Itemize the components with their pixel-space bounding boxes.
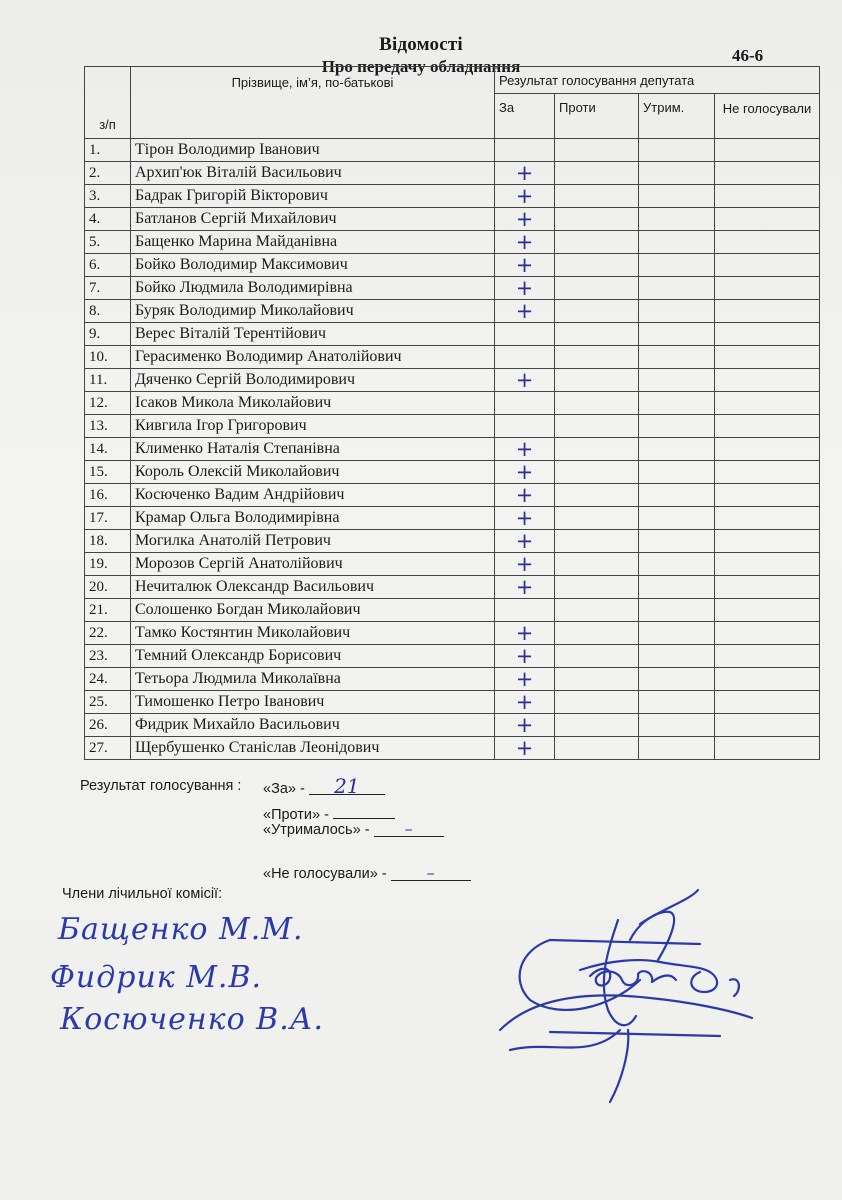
result-za-line xyxy=(263,774,385,798)
row-za-mark xyxy=(495,139,555,162)
table-row xyxy=(85,139,820,162)
row-za-mark: + xyxy=(495,507,555,530)
row-utrym-cell xyxy=(639,553,715,576)
result-ne-value: – xyxy=(391,866,471,881)
result-za-value: 21 xyxy=(309,778,385,795)
row-za-mark: + xyxy=(495,530,555,553)
row-num: 5. xyxy=(85,231,131,254)
row-ne-golosuvaly-cell xyxy=(715,208,820,231)
row-za-mark: + xyxy=(495,622,555,645)
row-ne-golosuvaly-cell xyxy=(715,415,820,438)
table-row xyxy=(85,622,820,645)
row-proty-cell xyxy=(555,369,639,392)
row-za-mark: + xyxy=(495,162,555,185)
row-num: 26. xyxy=(85,714,131,737)
result-utrym-label: «Утрималось» - xyxy=(263,822,370,838)
row-proty-cell xyxy=(555,553,639,576)
row-ne-golosuvaly-cell xyxy=(715,162,820,185)
results-label: Результат голосування : xyxy=(80,778,242,794)
signature-member-3: Косюченко В.А. xyxy=(60,1002,325,1037)
table-row xyxy=(85,208,820,231)
document-title: Відомості xyxy=(379,34,463,55)
row-za-mark: + xyxy=(495,277,555,300)
row-ne-golosuvaly-cell xyxy=(715,507,820,530)
row-num: 14. xyxy=(85,438,131,461)
row-name: Косюченко Вадим Андрійович xyxy=(131,484,495,507)
table-header-row xyxy=(85,67,820,94)
row-za-mark: + xyxy=(495,254,555,277)
row-za-mark: + xyxy=(495,208,555,231)
row-name: Бойко Людмила Володимирівна xyxy=(131,277,495,300)
row-utrym-cell xyxy=(639,461,715,484)
document-subtitle: Про передачу обладнання xyxy=(321,57,521,76)
commission-label: Члени лічильної комісії: xyxy=(62,886,223,902)
row-name: Дяченко Сергій Володимирович xyxy=(131,369,495,392)
header-proty: Проти xyxy=(555,94,639,139)
row-za-mark: + xyxy=(495,737,555,760)
signature-member-1: Бащенко М.М. xyxy=(58,912,304,947)
table-row xyxy=(85,530,820,553)
row-za-mark: + xyxy=(495,576,555,599)
row-name: Ісаков Микола Миколайович xyxy=(131,392,495,415)
row-proty-cell xyxy=(555,162,639,185)
row-num: 23. xyxy=(85,645,131,668)
row-proty-cell xyxy=(555,691,639,714)
row-utrym-cell xyxy=(639,622,715,645)
row-proty-cell xyxy=(555,185,639,208)
row-za-mark: + xyxy=(495,300,555,323)
row-ne-golosuvaly-cell xyxy=(715,369,820,392)
row-ne-golosuvaly-cell xyxy=(715,438,820,461)
row-name: Король Олексій Миколайович xyxy=(131,461,495,484)
row-num: 2. xyxy=(85,162,131,185)
row-num: 24. xyxy=(85,668,131,691)
row-utrym-cell xyxy=(639,415,715,438)
header-za: За xyxy=(495,94,555,139)
row-num: 12. xyxy=(85,392,131,415)
row-utrym-cell xyxy=(639,254,715,277)
row-utrym-cell xyxy=(639,438,715,461)
voting-table xyxy=(84,66,820,760)
row-za-mark: + xyxy=(495,484,555,507)
row-proty-cell xyxy=(555,576,639,599)
row-proty-cell xyxy=(555,737,639,760)
row-name: Тетьора Людмила Миколаївна xyxy=(131,668,495,691)
row-utrym-cell xyxy=(639,645,715,668)
row-num: 22. xyxy=(85,622,131,645)
table-row xyxy=(85,438,820,461)
row-proty-cell xyxy=(555,415,639,438)
signature-member-2: Фидрик М.В. xyxy=(50,960,263,995)
row-utrym-cell xyxy=(639,714,715,737)
row-utrym-cell xyxy=(639,507,715,530)
row-utrym-cell xyxy=(639,139,715,162)
row-za-mark: + xyxy=(495,553,555,576)
table-row xyxy=(85,369,820,392)
row-name: Тамко Костянтин Миколайович xyxy=(131,622,495,645)
row-utrym-cell xyxy=(639,185,715,208)
result-utrym-line xyxy=(263,819,444,838)
row-num: 25. xyxy=(85,691,131,714)
header-name: Прізвище, ім’я, по-батькові xyxy=(131,67,495,139)
header-result: Результат голосування депутата xyxy=(495,67,820,94)
row-name: Тимошенко Петро Іванович xyxy=(131,691,495,714)
row-num: 13. xyxy=(85,415,131,438)
row-utrym-cell xyxy=(639,300,715,323)
row-proty-cell xyxy=(555,323,639,346)
row-num: 3. xyxy=(85,185,131,208)
row-utrym-cell xyxy=(639,346,715,369)
row-num: 4. xyxy=(85,208,131,231)
row-num: 10. xyxy=(85,346,131,369)
row-ne-golosuvaly-cell xyxy=(715,691,820,714)
header-ne-golosuvaly: Не голосували xyxy=(715,94,820,139)
table-row xyxy=(85,231,820,254)
row-za-mark xyxy=(495,346,555,369)
row-proty-cell xyxy=(555,530,639,553)
row-ne-golosuvaly-cell xyxy=(715,576,820,599)
row-name: Фидрик Михайло Васильович xyxy=(131,714,495,737)
row-name: Темний Олександр Борисович xyxy=(131,645,495,668)
row-za-mark: + xyxy=(495,185,555,208)
row-num: 8. xyxy=(85,300,131,323)
row-za-mark: + xyxy=(495,231,555,254)
document-number: 46-6 xyxy=(732,46,764,65)
table-row xyxy=(85,185,820,208)
row-ne-golosuvaly-cell xyxy=(715,185,820,208)
row-name: Нечиталюк Олександр Васильович xyxy=(131,576,495,599)
row-name: Клименко Наталія Степанівна xyxy=(131,438,495,461)
row-utrym-cell xyxy=(639,392,715,415)
row-num: 16. xyxy=(85,484,131,507)
row-za-mark: + xyxy=(495,645,555,668)
header-utrym: Утрим. xyxy=(639,94,715,139)
result-proty-label: «Проти» - xyxy=(263,807,329,823)
row-num: 9. xyxy=(85,323,131,346)
row-utrym-cell xyxy=(639,231,715,254)
row-ne-golosuvaly-cell xyxy=(715,300,820,323)
table-row xyxy=(85,323,820,346)
row-ne-golosuvaly-cell xyxy=(715,645,820,668)
row-ne-golosuvaly-cell xyxy=(715,277,820,300)
row-name: Крамар Ольга Володимирівна xyxy=(131,507,495,530)
table-row xyxy=(85,668,820,691)
row-utrym-cell xyxy=(639,599,715,622)
row-proty-cell xyxy=(555,507,639,530)
table-row xyxy=(85,576,820,599)
row-za-mark: + xyxy=(495,668,555,691)
row-ne-golosuvaly-cell xyxy=(715,254,820,277)
row-proty-cell xyxy=(555,139,639,162)
row-proty-cell xyxy=(555,392,639,415)
row-num: 1. xyxy=(85,139,131,162)
row-utrym-cell xyxy=(639,576,715,599)
row-ne-golosuvaly-cell xyxy=(715,392,820,415)
table-row xyxy=(85,392,820,415)
row-utrym-cell xyxy=(639,323,715,346)
row-num: 11. xyxy=(85,369,131,392)
row-ne-golosuvaly-cell xyxy=(715,530,820,553)
row-proty-cell xyxy=(555,277,639,300)
row-name: Бадрак Григорій Вікторович xyxy=(131,185,495,208)
row-utrym-cell xyxy=(639,484,715,507)
header-num: з/п xyxy=(85,67,131,139)
table-row xyxy=(85,461,820,484)
row-name: Верес Віталій Терентійович xyxy=(131,323,495,346)
table-body xyxy=(85,139,820,760)
row-num: 20. xyxy=(85,576,131,599)
row-name: Солошенко Богдан Миколайович xyxy=(131,599,495,622)
row-name: Бойко Володимир Максимович xyxy=(131,254,495,277)
row-ne-golosuvaly-cell xyxy=(715,484,820,507)
row-za-mark: + xyxy=(495,438,555,461)
row-ne-golosuvaly-cell xyxy=(715,737,820,760)
row-ne-golosuvaly-cell xyxy=(715,553,820,576)
table-row xyxy=(85,254,820,277)
row-proty-cell xyxy=(555,622,639,645)
row-num: 6. xyxy=(85,254,131,277)
row-za-mark: + xyxy=(495,691,555,714)
row-za-mark: + xyxy=(495,369,555,392)
row-ne-golosuvaly-cell xyxy=(715,323,820,346)
row-za-mark: + xyxy=(495,461,555,484)
row-name: Архип'юк Віталій Васильович xyxy=(131,162,495,185)
row-proty-cell xyxy=(555,208,639,231)
row-za-mark: + xyxy=(495,714,555,737)
row-proty-cell xyxy=(555,599,639,622)
row-ne-golosuvaly-cell xyxy=(715,714,820,737)
row-proty-cell xyxy=(555,461,639,484)
row-ne-golosuvaly-cell xyxy=(715,231,820,254)
row-name: Бащенко Марина Майданівна xyxy=(131,231,495,254)
row-ne-golosuvaly-cell xyxy=(715,461,820,484)
row-utrym-cell xyxy=(639,530,715,553)
table-row xyxy=(85,300,820,323)
table-row xyxy=(85,346,820,369)
table-row xyxy=(85,645,820,668)
row-num: 27. xyxy=(85,737,131,760)
table-row xyxy=(85,599,820,622)
table-row xyxy=(85,415,820,438)
row-ne-golosuvaly-cell xyxy=(715,139,820,162)
table-row xyxy=(85,507,820,530)
row-utrym-cell xyxy=(639,208,715,231)
result-utrym-value: – xyxy=(374,822,444,837)
row-proty-cell xyxy=(555,645,639,668)
row-name: Могилка Анатолій Петрович xyxy=(131,530,495,553)
table-row xyxy=(85,714,820,737)
row-name: Щербушенко Станіслав Леонідович xyxy=(131,737,495,760)
row-name: Кивгила Ігор Григорович xyxy=(131,415,495,438)
row-proty-cell xyxy=(555,484,639,507)
row-proty-cell xyxy=(555,254,639,277)
row-proty-cell xyxy=(555,714,639,737)
signature-scribble-image xyxy=(490,880,770,1110)
row-za-mark xyxy=(495,323,555,346)
row-za-mark xyxy=(495,599,555,622)
result-proty-line xyxy=(263,804,395,823)
row-num: 17. xyxy=(85,507,131,530)
row-ne-golosuvaly-cell xyxy=(715,346,820,369)
table-row xyxy=(85,737,820,760)
row-proty-cell xyxy=(555,300,639,323)
row-num: 18. xyxy=(85,530,131,553)
result-ne-line xyxy=(263,863,471,882)
row-proty-cell xyxy=(555,668,639,691)
row-proty-cell xyxy=(555,346,639,369)
row-name: Тірон Володимир Іванович xyxy=(131,139,495,162)
table-row xyxy=(85,691,820,714)
row-utrym-cell xyxy=(639,668,715,691)
row-utrym-cell xyxy=(639,277,715,300)
row-name: Морозов Сергій Анатолійович xyxy=(131,553,495,576)
row-ne-golosuvaly-cell xyxy=(715,668,820,691)
row-ne-golosuvaly-cell xyxy=(715,599,820,622)
row-za-mark xyxy=(495,415,555,438)
result-za-label: «За» - xyxy=(263,781,305,797)
table-row xyxy=(85,553,820,576)
result-ne-label: «Не голосували» - xyxy=(263,866,387,882)
row-utrym-cell xyxy=(639,369,715,392)
row-name: Буряк Володимир Миколайович xyxy=(131,300,495,323)
row-num: 21. xyxy=(85,599,131,622)
row-num: 7. xyxy=(85,277,131,300)
row-name: Батланов Сергій Михайлович xyxy=(131,208,495,231)
row-proty-cell xyxy=(555,231,639,254)
row-ne-golosuvaly-cell xyxy=(715,622,820,645)
row-utrym-cell xyxy=(639,691,715,714)
result-proty-value xyxy=(333,804,395,819)
row-proty-cell xyxy=(555,438,639,461)
row-num: 15. xyxy=(85,461,131,484)
table-row xyxy=(85,162,820,185)
row-utrym-cell xyxy=(639,162,715,185)
table-row xyxy=(85,484,820,507)
table-row xyxy=(85,277,820,300)
row-name: Герасименко Володимир Анатолійович xyxy=(131,346,495,369)
row-num: 19. xyxy=(85,553,131,576)
row-za-mark xyxy=(495,392,555,415)
row-utrym-cell xyxy=(639,737,715,760)
